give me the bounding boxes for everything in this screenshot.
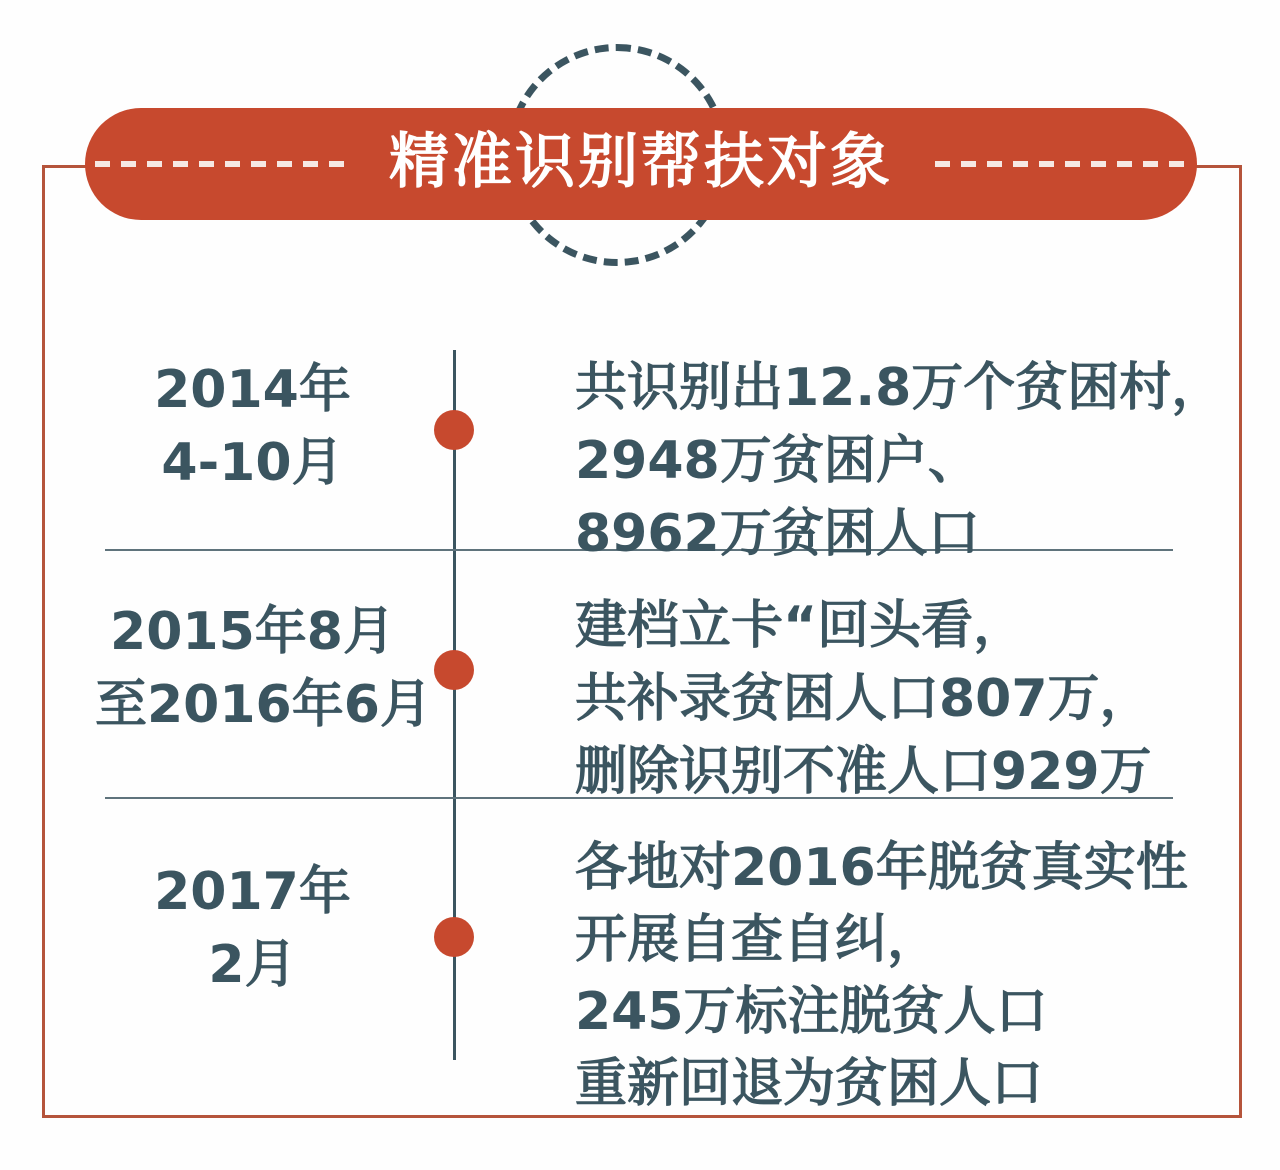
content-line: 重新回退为贫困人口 (575, 1054, 1044, 1114)
timeline-date-2014 (95, 354, 410, 500)
date-line: 2月 (208, 935, 297, 995)
content-line: 共补录贫困人口807万， (575, 669, 1152, 729)
content-line: 开展自查自纠， (575, 910, 940, 970)
timeline-date-2015-2016 (95, 596, 432, 742)
title-banner (85, 108, 1197, 220)
timeline-dot (434, 410, 474, 450)
timeline-content-2015-2016 (575, 590, 1235, 809)
date-line: 2014年 (154, 360, 351, 420)
content-line: 删除识别不准人口929万 (575, 742, 1152, 802)
timeline-dot (434, 650, 474, 690)
date-line: 4-10月 (161, 433, 344, 493)
timeline-content-2014 (575, 352, 1235, 571)
content-line: 共识别出12.8万个贫困村， (575, 358, 1224, 418)
content-line: 245万标注脱贫人口 (575, 982, 1048, 1042)
banner-dash-right (935, 161, 1187, 167)
timeline-date-2017 (95, 856, 410, 1002)
date-line: 2015年8月 (110, 602, 395, 662)
content-line: 8962万贫困人口 (575, 504, 980, 564)
content-line: 2948万贫困户、 (575, 431, 980, 491)
date-line: 2017年 (154, 862, 351, 922)
content-line: 建档立卡“回头看， (575, 596, 1026, 656)
page-title: 精准识别帮扶对象 (389, 127, 893, 197)
date-line: 至2016年6月 (95, 675, 432, 735)
timeline-content-2017 (575, 832, 1235, 1120)
content-line: 各地对2016年脱贫真实性 (575, 838, 1188, 898)
banner-dash-left (95, 161, 347, 167)
timeline-dot (434, 917, 474, 957)
